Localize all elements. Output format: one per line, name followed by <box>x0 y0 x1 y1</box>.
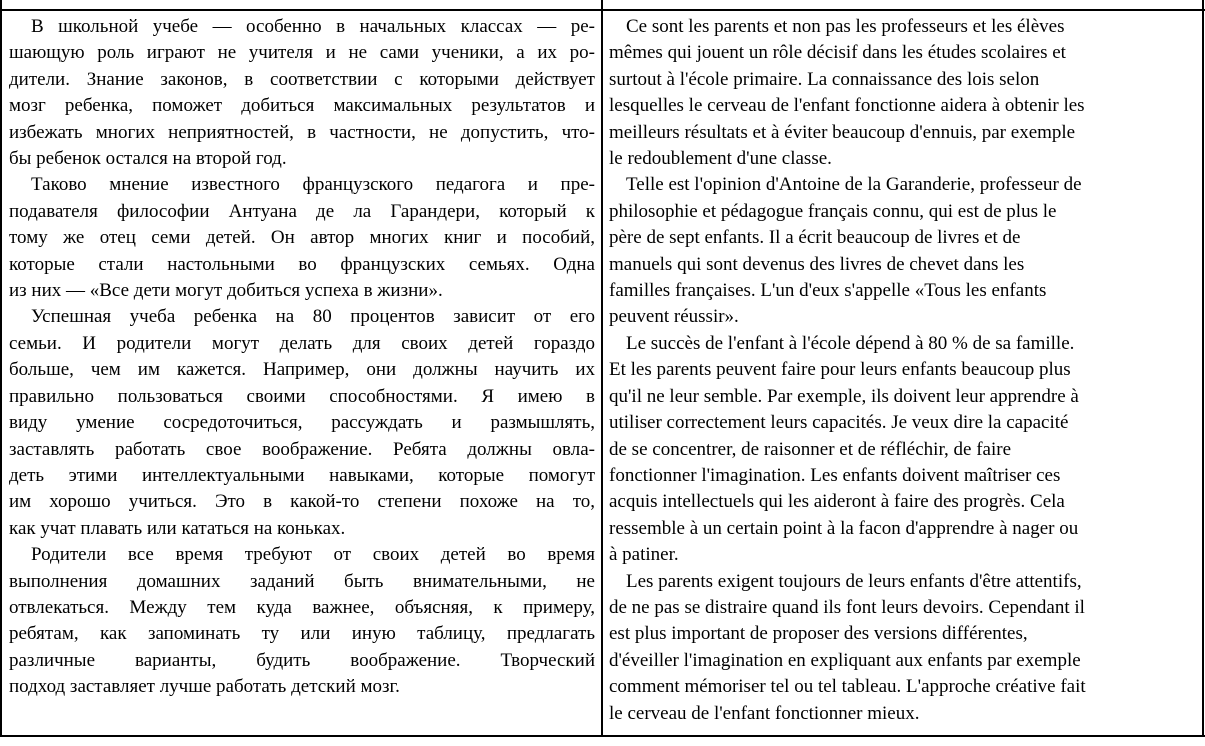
text-line: деть этими интеллектуальными навыками, которые помогут <box>9 464 595 486</box>
text-line: peuvent réussir». <box>609 306 739 328</box>
text-line: le redoublement d'une classe. <box>609 148 832 170</box>
text-line: тому же отец семи детей. Он автор многих книг и пособий, <box>9 227 595 249</box>
text-line: ребятам, как запоминать ту или иную таблицу, предлагать <box>9 623 595 645</box>
text-line: lesquelles le cerveau de l'enfant fonctionne aidera à obtenir les <box>609 95 1085 117</box>
text-line: surtout à l'école primaire. La connaissance des lois selon <box>609 68 1040 90</box>
text-line: им хорошо учиться. Это в какой-то степени похоже на то, <box>9 491 595 513</box>
paragraph <box>9 14 595 172</box>
text-line: Родители все время требуют от своих детей во время <box>31 544 595 566</box>
text-line: ressemble à un certain point à la facon d'apprendre à nager ou <box>609 517 1079 539</box>
paragraph <box>9 172 595 304</box>
text-line: le cerveau de l'enfant fonctionner mieux. <box>609 702 920 724</box>
russian-text-column <box>2 11 601 735</box>
text-line: de se concentrer, de raisonner et de réfléchir, de faire <box>609 438 1011 460</box>
text-line: В школьной учебе — особенно в начальных классах — ре- <box>31 16 595 37</box>
text-line: которые стали настольными во французских семьях. Одна <box>9 253 595 275</box>
text-line: meilleurs résultats et à éviter beaucoup d'ennuis, par exemple <box>609 121 1076 143</box>
text-line: Et les parents peuvent faire pour leurs enfants beaucoup plus <box>609 359 1071 381</box>
paragraph <box>609 569 1197 727</box>
text-line: больше, чем им кажется. Например, они должны научить их <box>9 359 595 381</box>
text-line: comment mémoriser tel ou tel tableau. L'approche créative fait <box>609 676 1086 698</box>
text-line: Telle est l'opinion d'Antoine de la Garanderie, professeur de <box>626 174 1082 196</box>
text-line: de ne pas se distraire quand ils font leurs devoirs. Cependant il <box>609 596 1085 618</box>
text-line: d'éveiller l'imagination en expliquant aux enfants par exemple <box>609 649 1081 671</box>
text-line: избежать многих неприятностей, в частности, не допустить, что- <box>9 121 595 143</box>
text-line: правильно пользоваться своими способностями. Я имею в <box>9 385 595 407</box>
french-text-column <box>603 11 1202 735</box>
text-line: Успешная учеба ребенка на 80 процентов зависит от его <box>31 306 595 328</box>
text-line: père de sept enfants. Il a écrit beaucoup de livres et de <box>609 227 1021 249</box>
text-line: отвлекаться. Между тем куда важнее, объясняя, к примеру, <box>9 596 595 618</box>
text-line: мозг ребенка, поможет добиться максимальных результатов и <box>9 95 595 117</box>
text-line: из них — «Все дети могут добиться успеха в жизни». <box>9 280 443 302</box>
paragraph <box>9 542 595 700</box>
text-line: manuels qui sont devenus des livres de chevet dans les <box>609 253 1025 275</box>
paragraph <box>609 14 1197 172</box>
text-line: acquis intellectuels qui les aideront à faire des progrès. Cela <box>609 491 1065 513</box>
paragraph <box>9 304 595 542</box>
text-line: виду умение сосредоточиться, рассуждать и размышлять, <box>9 412 595 434</box>
text-line: дители. Знание законов, в соответствии с которыми действует <box>9 68 595 90</box>
text-line: семьи. И родители могут делать для своих детей гораздо <box>9 332 595 354</box>
text-line: бы ребенок остался на второй год. <box>9 148 287 170</box>
text-line: подход заставляет лучше работать детский мозг. <box>9 676 400 698</box>
text-line: utiliser correctement leurs capacités. Je veux dire la capacité <box>609 412 1069 434</box>
text-line: fonctionner l'imagination. Les enfants doivent maîtriser ces <box>609 464 1061 486</box>
text-line: mêmes qui jouent un rôle décisif dans les études scolaires et <box>609 42 1066 64</box>
text-line: philosophie et pédagogue français connu, qui est de plus le <box>609 200 1057 222</box>
text-line: заставлять работать свое воображение. Ребята должны овла- <box>9 438 595 460</box>
table-border-right <box>1202 0 1204 737</box>
text-line: qu'il ne leur semble. Par exemple, ils doivent leur apprendre à <box>609 385 1079 407</box>
text-line: шающую роль играют не учителя и не сами ученики, а их ро- <box>9 42 595 64</box>
paragraph <box>609 172 1197 330</box>
text-line: Таково мнение известного французского педагога и пре- <box>31 174 595 196</box>
text-line: est plus important de proposer des versions différentes, <box>609 623 1028 645</box>
text-line: подавателя философии Антуана де ла Гарандери, который к <box>9 200 595 222</box>
text-line: выполнения домашних заданий быть внимательными, не <box>9 570 595 592</box>
text-line: Les parents exigent toujours de leurs enfants d'être attentifs, <box>626 570 1082 592</box>
paragraph <box>609 331 1197 569</box>
text-line: Ce sont les parents et non pas les professeurs et les élèves <box>626 16 1065 37</box>
text-line: различные варианты, будить воображение. Творческий <box>9 649 595 671</box>
text-line: как учат плавать или кататься на коньках. <box>9 517 346 539</box>
text-line: familles françaises. L'un d'eux s'appelle «Tous les enfants <box>609 280 1047 302</box>
text-line: à patiner. <box>609 544 679 566</box>
text-line: Le succès de l'enfant à l'école dépend à 80 % de sa famille. <box>626 332 1075 354</box>
